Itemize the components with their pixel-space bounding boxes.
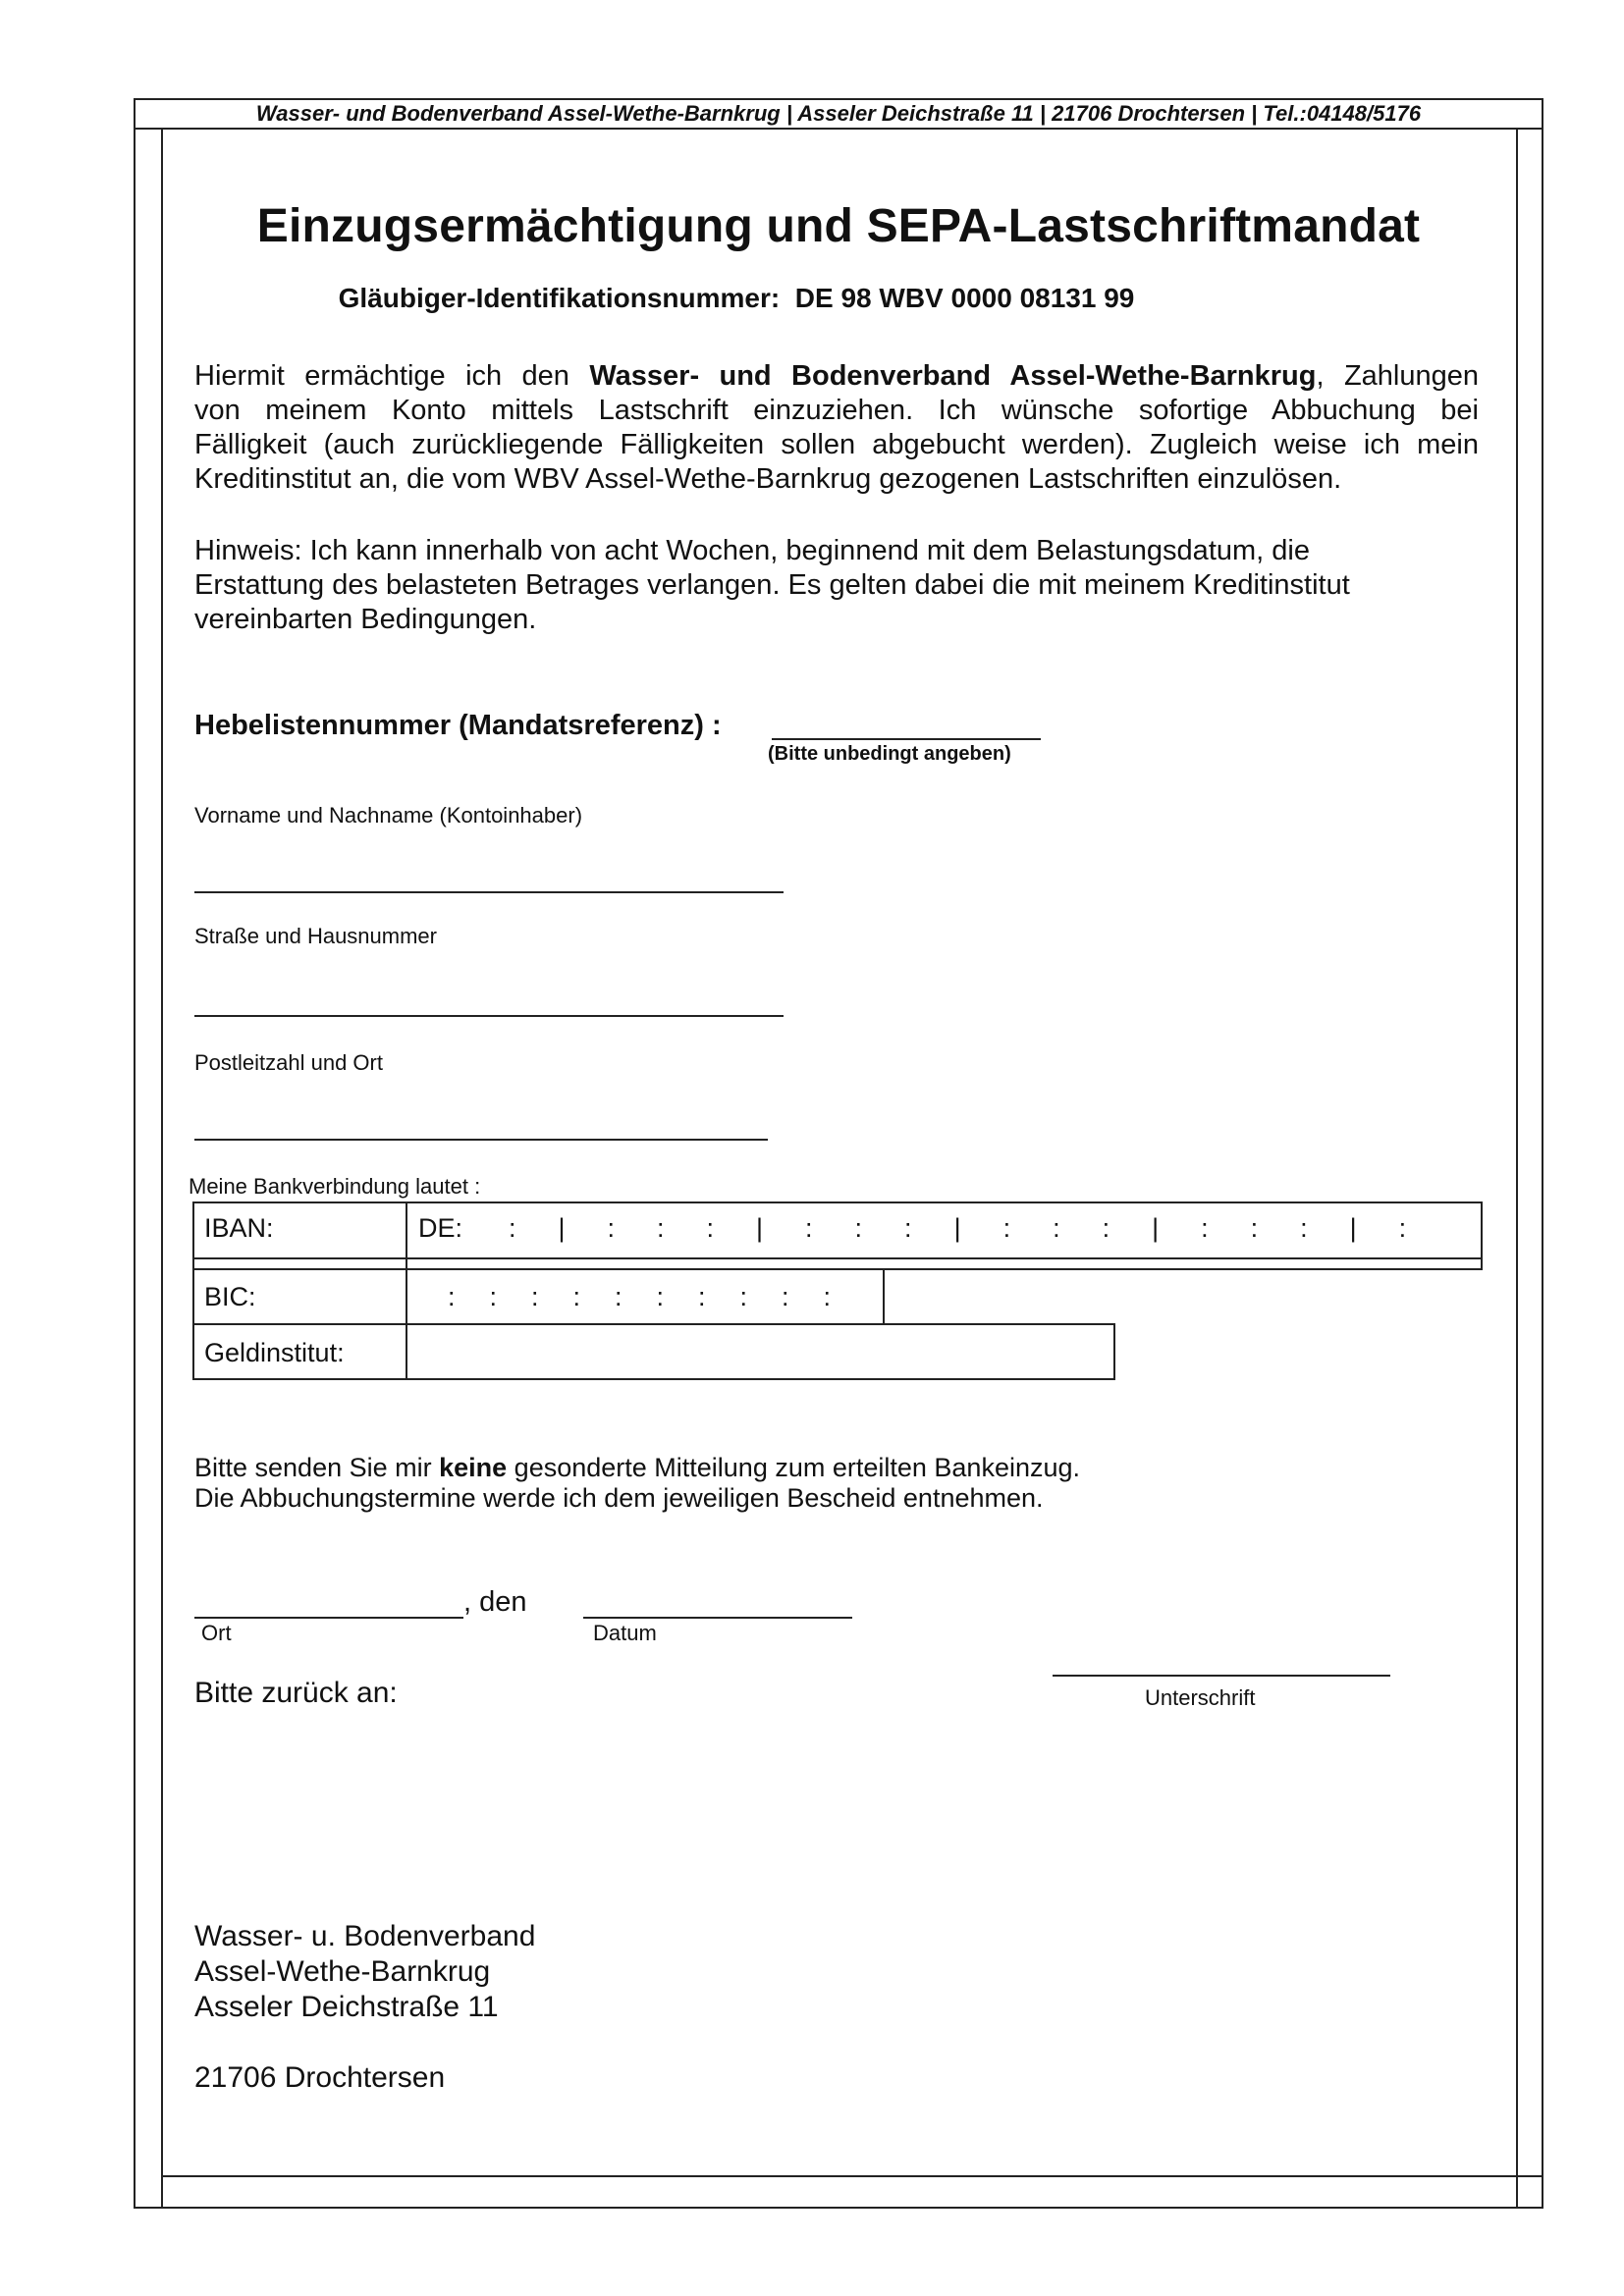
bic-pattern: : : : : : : : : : : bbox=[448, 1282, 832, 1311]
notice-line-1: Hinweis: Ich kann innerhalb von acht Wochen, beginnend mit dem Belastungsdatum, die bbox=[194, 535, 1310, 566]
return-label: Bitte zurück an: bbox=[194, 1677, 398, 1709]
letterhead: Wasser- und Bodenverband Assel-Wethe-Barnkrug | Asseler Deichstraße 11 | 21706 Drochtersen | Tel.:04148/5176 bbox=[134, 98, 1543, 130]
mandate-ref-label: Hebelistennummer (Mandatsreferenz) : bbox=[194, 710, 722, 741]
frame-left-inner bbox=[161, 129, 163, 2209]
bic-label: BIC: bbox=[204, 1282, 256, 1311]
city-label: Postleitzahl und Ort bbox=[194, 1050, 383, 1075]
bic-input[interactable] bbox=[448, 1282, 831, 1312]
institute-input[interactable] bbox=[408, 1325, 1111, 1378]
institute-label: Geldinstitut: bbox=[204, 1338, 345, 1367]
notice-line-2: Erstattung des belasteten Betrages verlangen. Es gelten dabei die mit meinem Kreditinstitut bbox=[194, 569, 1350, 601]
authorization-line-3: Fälligkeit (auch zurückliegende Fälligkeiten sollen abgebucht werden). Zugleich weise ich mein bbox=[194, 429, 1479, 460]
name-label: Vorname und Nachname (Kontoinhaber) bbox=[194, 803, 583, 828]
signature-field[interactable] bbox=[1053, 1675, 1390, 1677]
return-address-line-2: Assel-Wethe-Barnkrug bbox=[194, 1955, 491, 1988]
creditor-id bbox=[134, 283, 1543, 314]
bic-col-divider bbox=[406, 1268, 407, 1325]
authorization-line-4: Kreditinstitut an, die vom WBV Assel-Wethe-Barnkrug gezogenen Lastschriften einzulösen. bbox=[194, 463, 1342, 495]
mandate-ref-hint: (Bitte unbedingt angeben) bbox=[768, 743, 1011, 765]
return-address bbox=[194, 1919, 535, 2096]
notice-text bbox=[194, 534, 1479, 637]
institute-col-divider bbox=[406, 1323, 407, 1380]
name-field[interactable] bbox=[194, 891, 784, 893]
ort-field[interactable] bbox=[194, 1617, 463, 1619]
closing-line-2: Die Abbuchungstermine werde ich dem jeweiligen Bescheid entnehmen. bbox=[194, 1483, 1044, 1513]
ort-label: Ort bbox=[201, 1621, 232, 1645]
iban-input[interactable] bbox=[509, 1213, 1406, 1244]
authorization-text bbox=[194, 359, 1479, 497]
iban-pattern: : | : : : | : : : | : : : | : : : | : bbox=[509, 1213, 1407, 1243]
frame-right-inner bbox=[1516, 129, 1518, 2209]
closing-line-1: Bitte senden Sie mir keine gesonderte Mitteilung zum erteilten Bankeinzug. bbox=[194, 1453, 1081, 1482]
iban-label: IBAN: bbox=[204, 1213, 274, 1243]
authorization-line-1: Hiermit ermächtige ich den Wasser- und Bodenverband Assel-Wethe-Barnkrug, Zahlungen bbox=[194, 360, 1479, 392]
creditor-id-label: Gläubiger-Identifikationsnummer: bbox=[338, 283, 781, 313]
frame-bottom-inner bbox=[161, 2175, 1543, 2177]
street-label: Straße und Hausnummer bbox=[194, 924, 437, 948]
street-field[interactable] bbox=[194, 1015, 784, 1017]
datum-field[interactable] bbox=[583, 1617, 852, 1619]
iban-row-divider bbox=[192, 1257, 1483, 1259]
return-address-line-4: 21706 Drochtersen bbox=[194, 2061, 446, 2094]
page-title: Einzugsermächtigung und SEPA-Lastschriftmandat bbox=[256, 200, 1421, 252]
den-text: , den bbox=[463, 1586, 527, 1618]
iban-prefix: DE: bbox=[418, 1213, 463, 1243]
iban-col-divider bbox=[406, 1201, 407, 1270]
signature-label: Unterschrift bbox=[1145, 1685, 1256, 1710]
notice-line-3: vereinbarten Bedingungen. bbox=[194, 604, 537, 635]
city-field[interactable] bbox=[194, 1139, 768, 1141]
return-address-line-1: Wasser- u. Bodenverband bbox=[194, 1920, 536, 1952]
bank-intro: Meine Bankverbindung lautet : bbox=[189, 1174, 481, 1199]
authorization-line-2: von meinem Konto mittels Lastschrift einzuziehen. Ich wünsche sofortige Abbuchung bei bbox=[194, 395, 1479, 426]
mandate-ref-field[interactable] bbox=[772, 738, 1041, 740]
datum-label: Datum bbox=[593, 1621, 657, 1645]
return-address-line-3: Asseler Deichstraße 11 bbox=[194, 1991, 499, 2023]
creditor-id-value: DE 98 WBV 0000 08131 99 bbox=[794, 283, 1135, 313]
